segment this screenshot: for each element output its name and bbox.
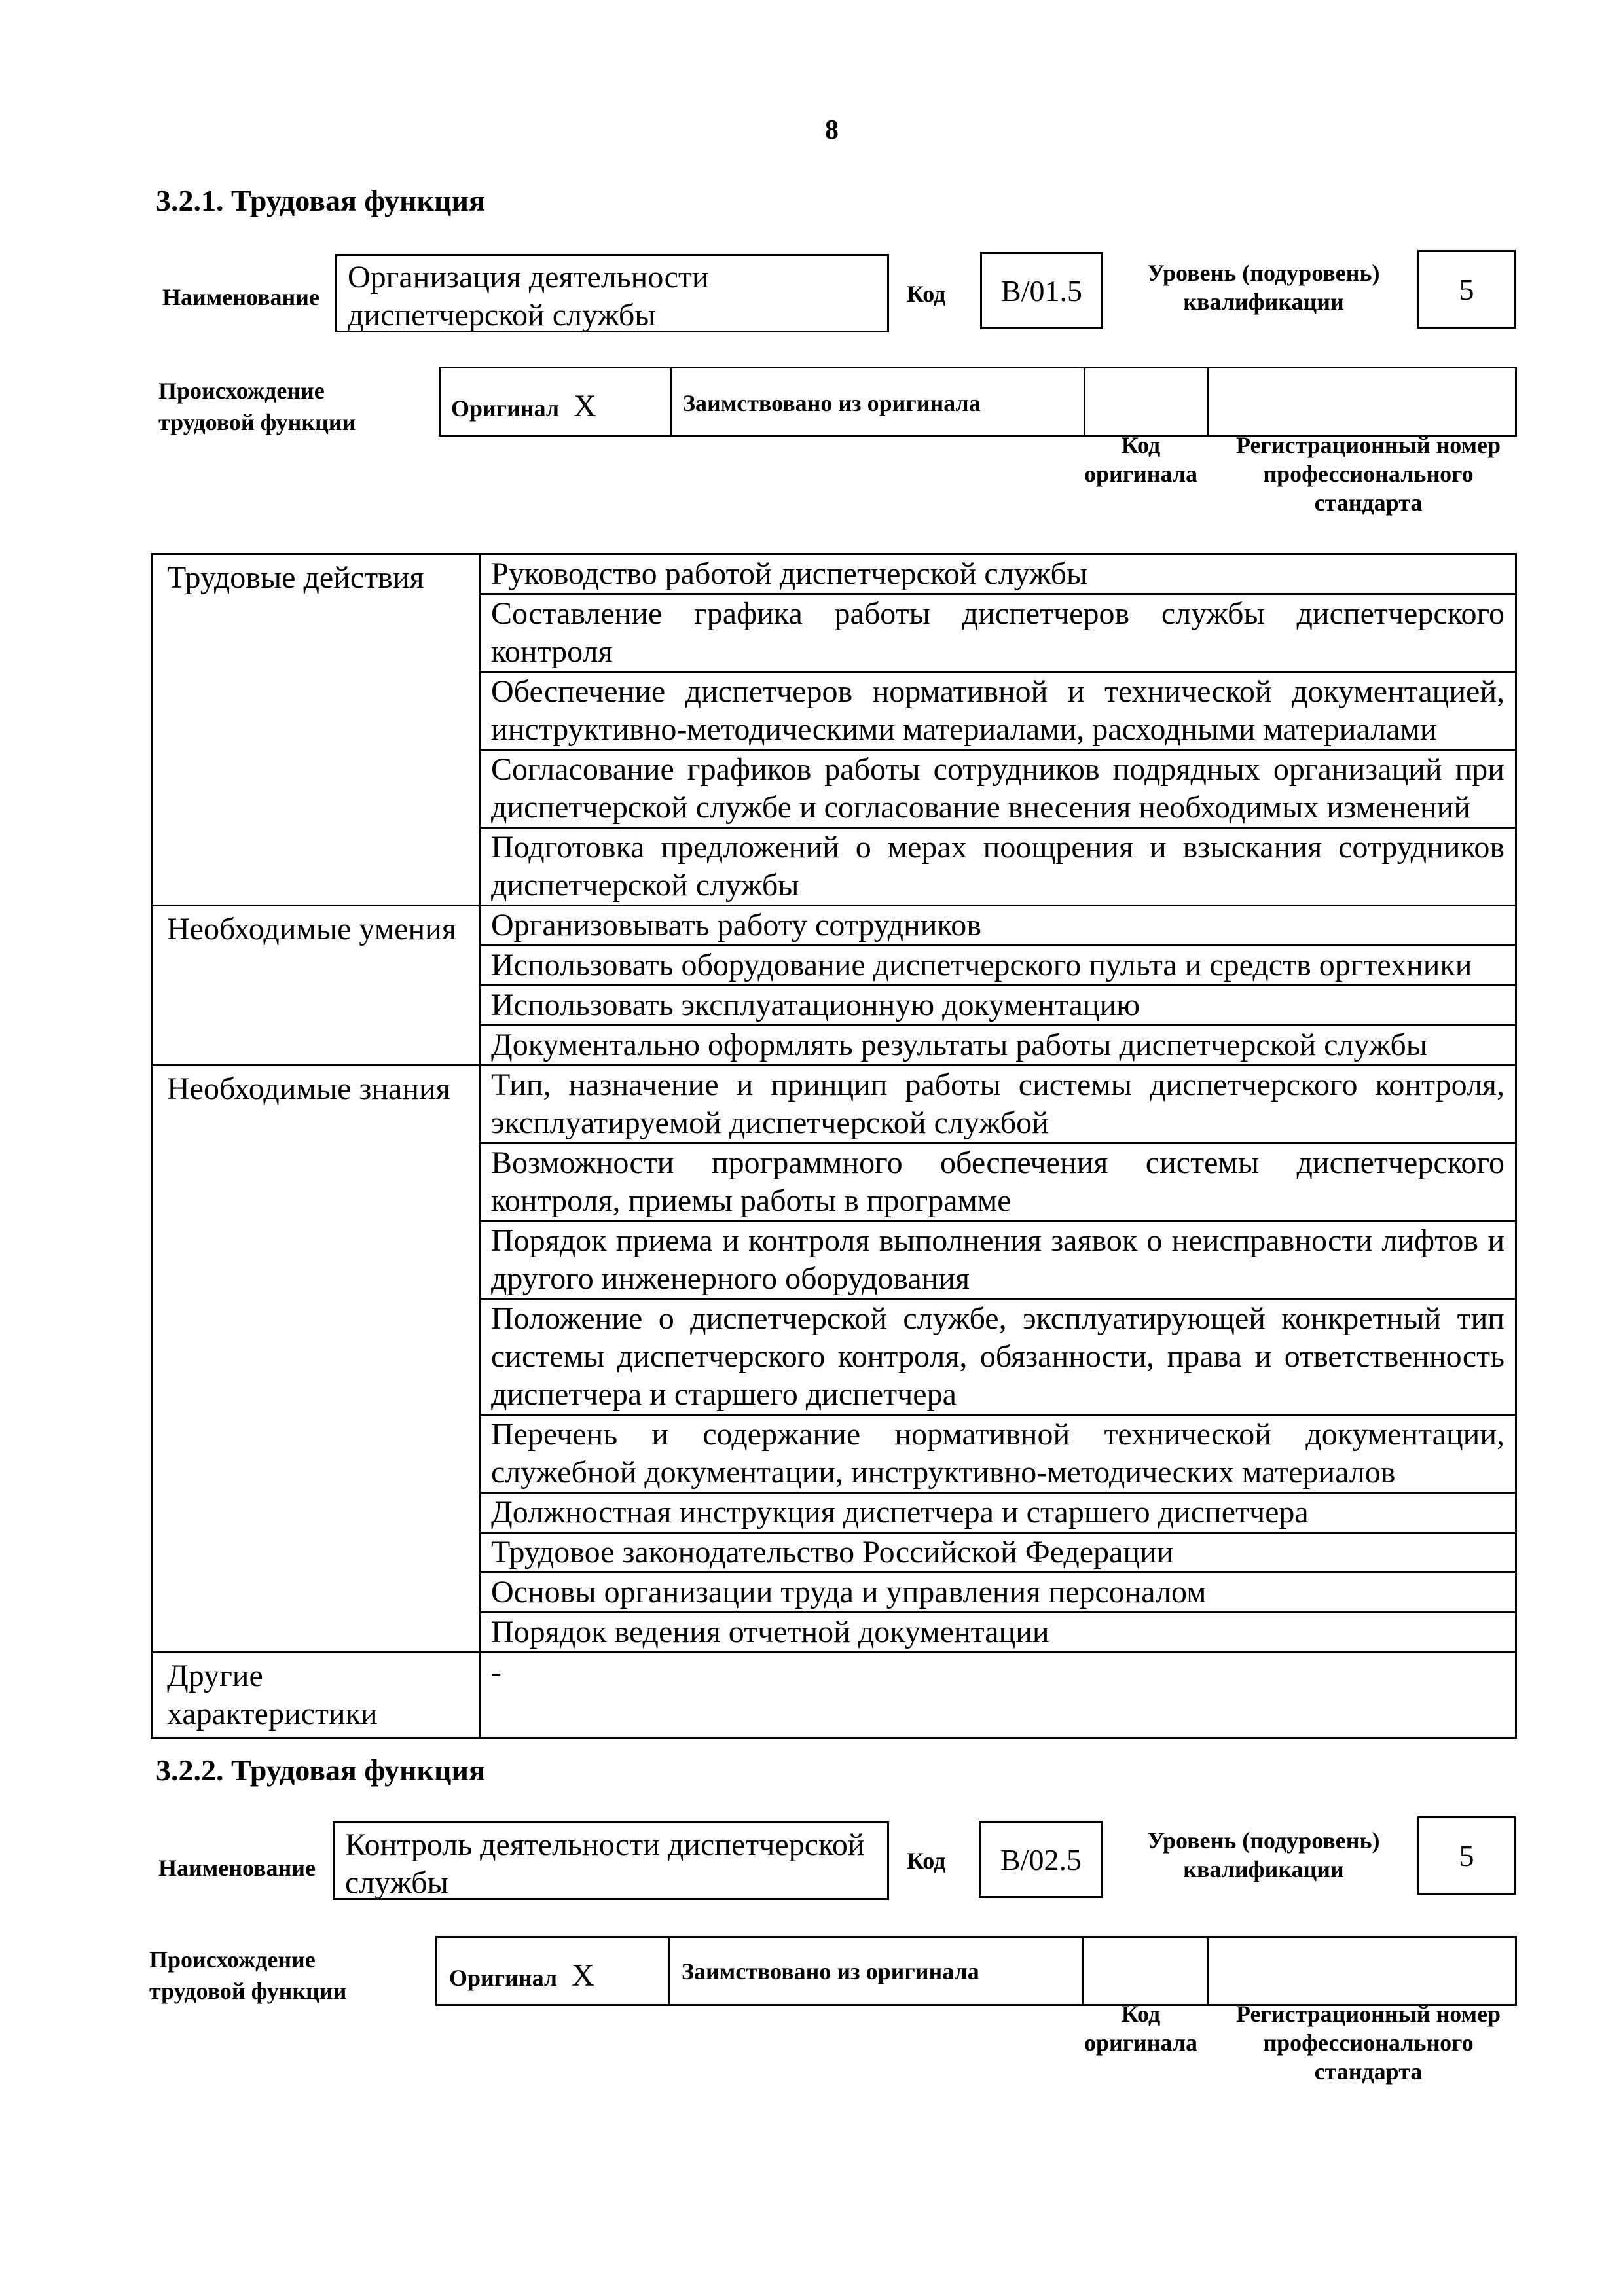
labor-actions-item: Согласование графиков работы сотрудников подрядных организаций при диспетчерской службе и согласование внесения необходимых изменений [480, 750, 1516, 828]
function-name-box [333, 1821, 889, 1900]
knowledge-item: Порядок приема и контроля выполнения заявок о неисправности лифтов и другого инженерного оборудования [480, 1221, 1516, 1299]
section-title: 3.2.1. Трудовая функция [156, 184, 485, 217]
code-value: B/02.5 [1000, 1842, 1082, 1876]
divider [1084, 368, 1085, 435]
code-value: B/01.5 [1001, 274, 1082, 308]
qualification-level-value: 5 [1459, 272, 1474, 306]
divider [670, 368, 672, 435]
knowledge-category: Необходимые знания [152, 1066, 480, 1653]
knowledge-item: Положение о диспетчерской службе, эксплуатирующей конкретный тип системы диспетчерского контроля, обязанности, права и ответственность диспетчера и старшего диспетчера [480, 1299, 1516, 1415]
code-label: Код [907, 1848, 946, 1874]
qualification-level-label: Уровень (подуровень) квалификации [1147, 1827, 1380, 1882]
function-name-value: Контроль деятельности диспетчерской службы [345, 1827, 865, 1900]
original-code-caption: Код оригинала [1084, 2001, 1198, 2056]
function-details-table [151, 553, 1517, 1739]
table-row [152, 554, 1516, 594]
skills-item: Использовать эксплуатационную документацию [480, 986, 1516, 1026]
table-row [152, 1653, 1516, 1738]
original-code-caption: Код оригинала [1084, 432, 1198, 487]
original-cell [449, 1958, 594, 1994]
qualification-level-box [1417, 250, 1516, 329]
code-label: Код [907, 281, 946, 307]
other-characteristics-category: Другие характеристики [152, 1653, 480, 1738]
divider [1207, 368, 1209, 435]
code-box [979, 1821, 1103, 1898]
qualification-level-box [1417, 1816, 1516, 1895]
knowledge-item: Тип, назначение и принцип работы системы диспетчерского контроля, эксплуатируемой диспетчерской службой [480, 1066, 1516, 1143]
section-title: 3.2.2. Трудовая функция [156, 1753, 485, 1787]
function-name-box [335, 254, 889, 332]
skills-item: Организовывать работу сотрудников [480, 906, 1516, 946]
labor-actions-item: Руководство работой диспетчерской службы [480, 554, 1516, 594]
skills-item: Использовать оборудование диспетчерского пульта и средств оргтехники [480, 946, 1516, 986]
divider [1082, 1938, 1084, 2004]
origin-label: Происхождение трудовой функции [158, 378, 356, 435]
name-label: Наименование [162, 284, 319, 310]
registration-number-caption: Регистрационный номер профессионального стандарта [1235, 432, 1501, 516]
labor-actions-item: Подготовка предложений о мерах поощрения и взыскания сотрудников диспетчерской службы [480, 828, 1516, 906]
labor-actions-item: Составление графика работы диспетчеров службы диспетчерского контроля [480, 594, 1516, 672]
original-cell [451, 388, 596, 424]
page-number: 8 [825, 115, 839, 145]
knowledge-item: Перечень и содержание нормативной технической документации, служебной документации, инструктивно-методических материалов [480, 1415, 1516, 1493]
code-box [980, 252, 1103, 329]
skills-item: Документально оформлять результаты работы диспетчерской службы [480, 1026, 1516, 1066]
original-label: Оригинал [449, 1965, 558, 1991]
qualification-level-label: Уровень (подуровень) квалификации [1147, 260, 1380, 315]
divider [1207, 1938, 1209, 2004]
original-label: Оригинал [451, 395, 560, 422]
function-name-value: Организация деятельности диспетчерской службы [348, 260, 709, 332]
name-label: Наименование [158, 1855, 316, 1881]
original-mark: X [574, 389, 596, 423]
borrowed-label: Заимствовано из оригинала [683, 390, 981, 416]
table-row [152, 906, 1516, 946]
table-row [152, 1066, 1516, 1143]
knowledge-item: Основы организации труда и управления персоналом [480, 1573, 1516, 1613]
knowledge-item: Порядок ведения отчетной документации [480, 1613, 1516, 1653]
qualification-level-value: 5 [1459, 1839, 1474, 1873]
divider [668, 1938, 670, 2004]
labor-actions-item: Обеспечение диспетчеров нормативной и технической документацией, инструктивно-методическими материалами, расходными материалами [480, 672, 1516, 750]
registration-number-caption: Регистрационный номер профессионального стандарта [1235, 2001, 1501, 2085]
labor-actions-category: Трудовые действия [152, 554, 480, 906]
origin-row [439, 367, 1517, 437]
other-characteristics-value: - [480, 1653, 1516, 1738]
origin-row [435, 1936, 1517, 2006]
skills-category: Необходимые умения [152, 906, 480, 1066]
knowledge-item: Возможности программного обеспечения системы диспетчерского контроля, приемы работы в программе [480, 1143, 1516, 1221]
knowledge-item: Трудовое законодательство Российской Федерации [480, 1533, 1516, 1573]
knowledge-item: Должностная инструкция диспетчера и старшего диспетчера [480, 1493, 1516, 1533]
origin-label: Происхождение трудовой функции [149, 1946, 347, 2004]
borrowed-label: Заимствовано из оригинала [682, 1958, 979, 1984]
original-mark: X [572, 1958, 594, 1993]
